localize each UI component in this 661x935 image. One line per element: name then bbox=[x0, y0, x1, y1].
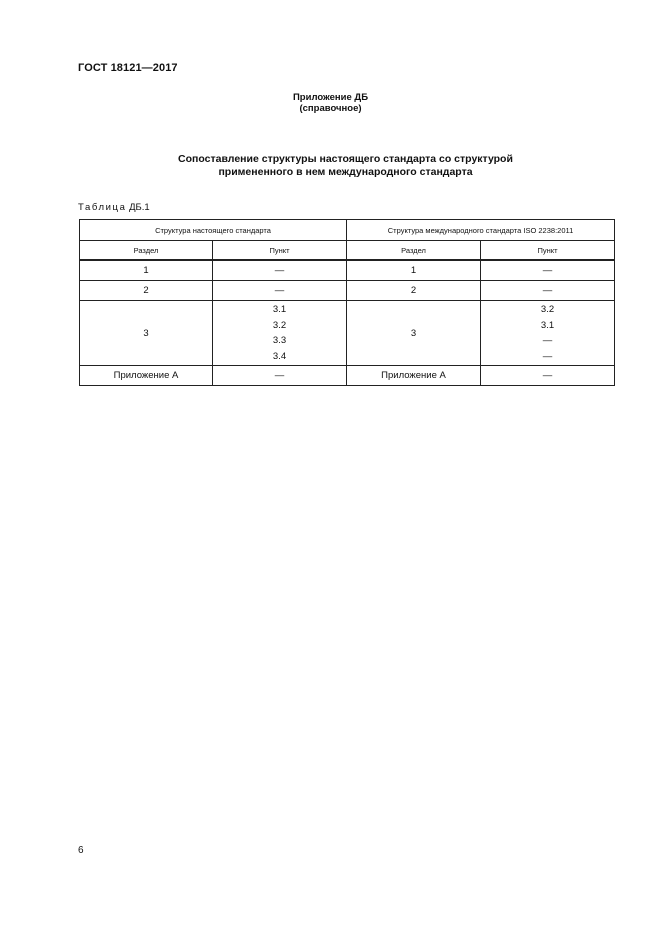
structure-comparison-table bbox=[79, 219, 615, 386]
table-caption bbox=[78, 202, 150, 213]
left-section-cell: Приложение А bbox=[80, 366, 213, 386]
heading-line-2: примененного в нем международного стандарта bbox=[218, 166, 473, 178]
left-clause-cell: — bbox=[213, 366, 347, 386]
right-clause-cell: — bbox=[481, 260, 615, 281]
right-section-cell: Приложение А bbox=[347, 366, 481, 386]
table-row bbox=[80, 281, 615, 301]
clause-value: — bbox=[542, 335, 553, 346]
right-clause-cell: — bbox=[481, 366, 615, 386]
sub-header-section: Раздел bbox=[80, 241, 213, 261]
heading-line-1: Сопоставление структуры настоящего стандарта со структурой bbox=[178, 153, 513, 165]
annex-heading bbox=[0, 92, 661, 114]
clause-value: 3.1 bbox=[540, 319, 555, 331]
table-row bbox=[80, 366, 615, 386]
table-sub-header-row bbox=[80, 241, 615, 261]
clause-value: — bbox=[542, 350, 553, 362]
left-section-cell: 3 bbox=[80, 301, 213, 366]
table-caption-prefix: Таблица bbox=[78, 202, 127, 213]
clause-value: 3.3 bbox=[272, 335, 287, 346]
right-clause-cell: — bbox=[481, 281, 615, 301]
table-row bbox=[80, 260, 615, 281]
group-header-international: Структура международного стандарта ISO 2238:2011 bbox=[347, 220, 615, 241]
right-section-cell: 2 bbox=[347, 281, 481, 301]
left-section-cell: 2 bbox=[80, 281, 213, 301]
clause-value: 3.2 bbox=[272, 319, 287, 331]
sub-header-clause: Пункт bbox=[481, 241, 615, 261]
table-group-header-row bbox=[80, 220, 615, 241]
clause-value: 3.1 bbox=[272, 304, 287, 315]
right-clause-cell bbox=[481, 301, 615, 366]
left-clause-cell bbox=[213, 301, 347, 366]
annex-type: (справочное) bbox=[299, 103, 362, 114]
table-caption-number: ДБ.1 bbox=[129, 202, 150, 213]
left-clause-cell: — bbox=[213, 260, 347, 281]
annex-title: Приложение ДБ bbox=[292, 92, 369, 103]
right-section-cell: 1 bbox=[347, 260, 481, 281]
left-section-cell: 1 bbox=[80, 260, 213, 281]
standard-code: ГОСТ 18121—2017 bbox=[78, 62, 178, 74]
page-number: 6 bbox=[78, 845, 84, 856]
group-header-national: Структура настоящего стандарта bbox=[80, 220, 347, 241]
sub-header-section: Раздел bbox=[347, 241, 481, 261]
sub-header-clause: Пункт bbox=[213, 241, 347, 261]
clause-value: 3.2 bbox=[540, 304, 555, 315]
left-clause-cell: — bbox=[213, 281, 347, 301]
table-row bbox=[80, 301, 615, 366]
right-section-cell: 3 bbox=[347, 301, 481, 366]
clause-value: 3.4 bbox=[272, 350, 287, 362]
section-heading bbox=[0, 153, 661, 179]
